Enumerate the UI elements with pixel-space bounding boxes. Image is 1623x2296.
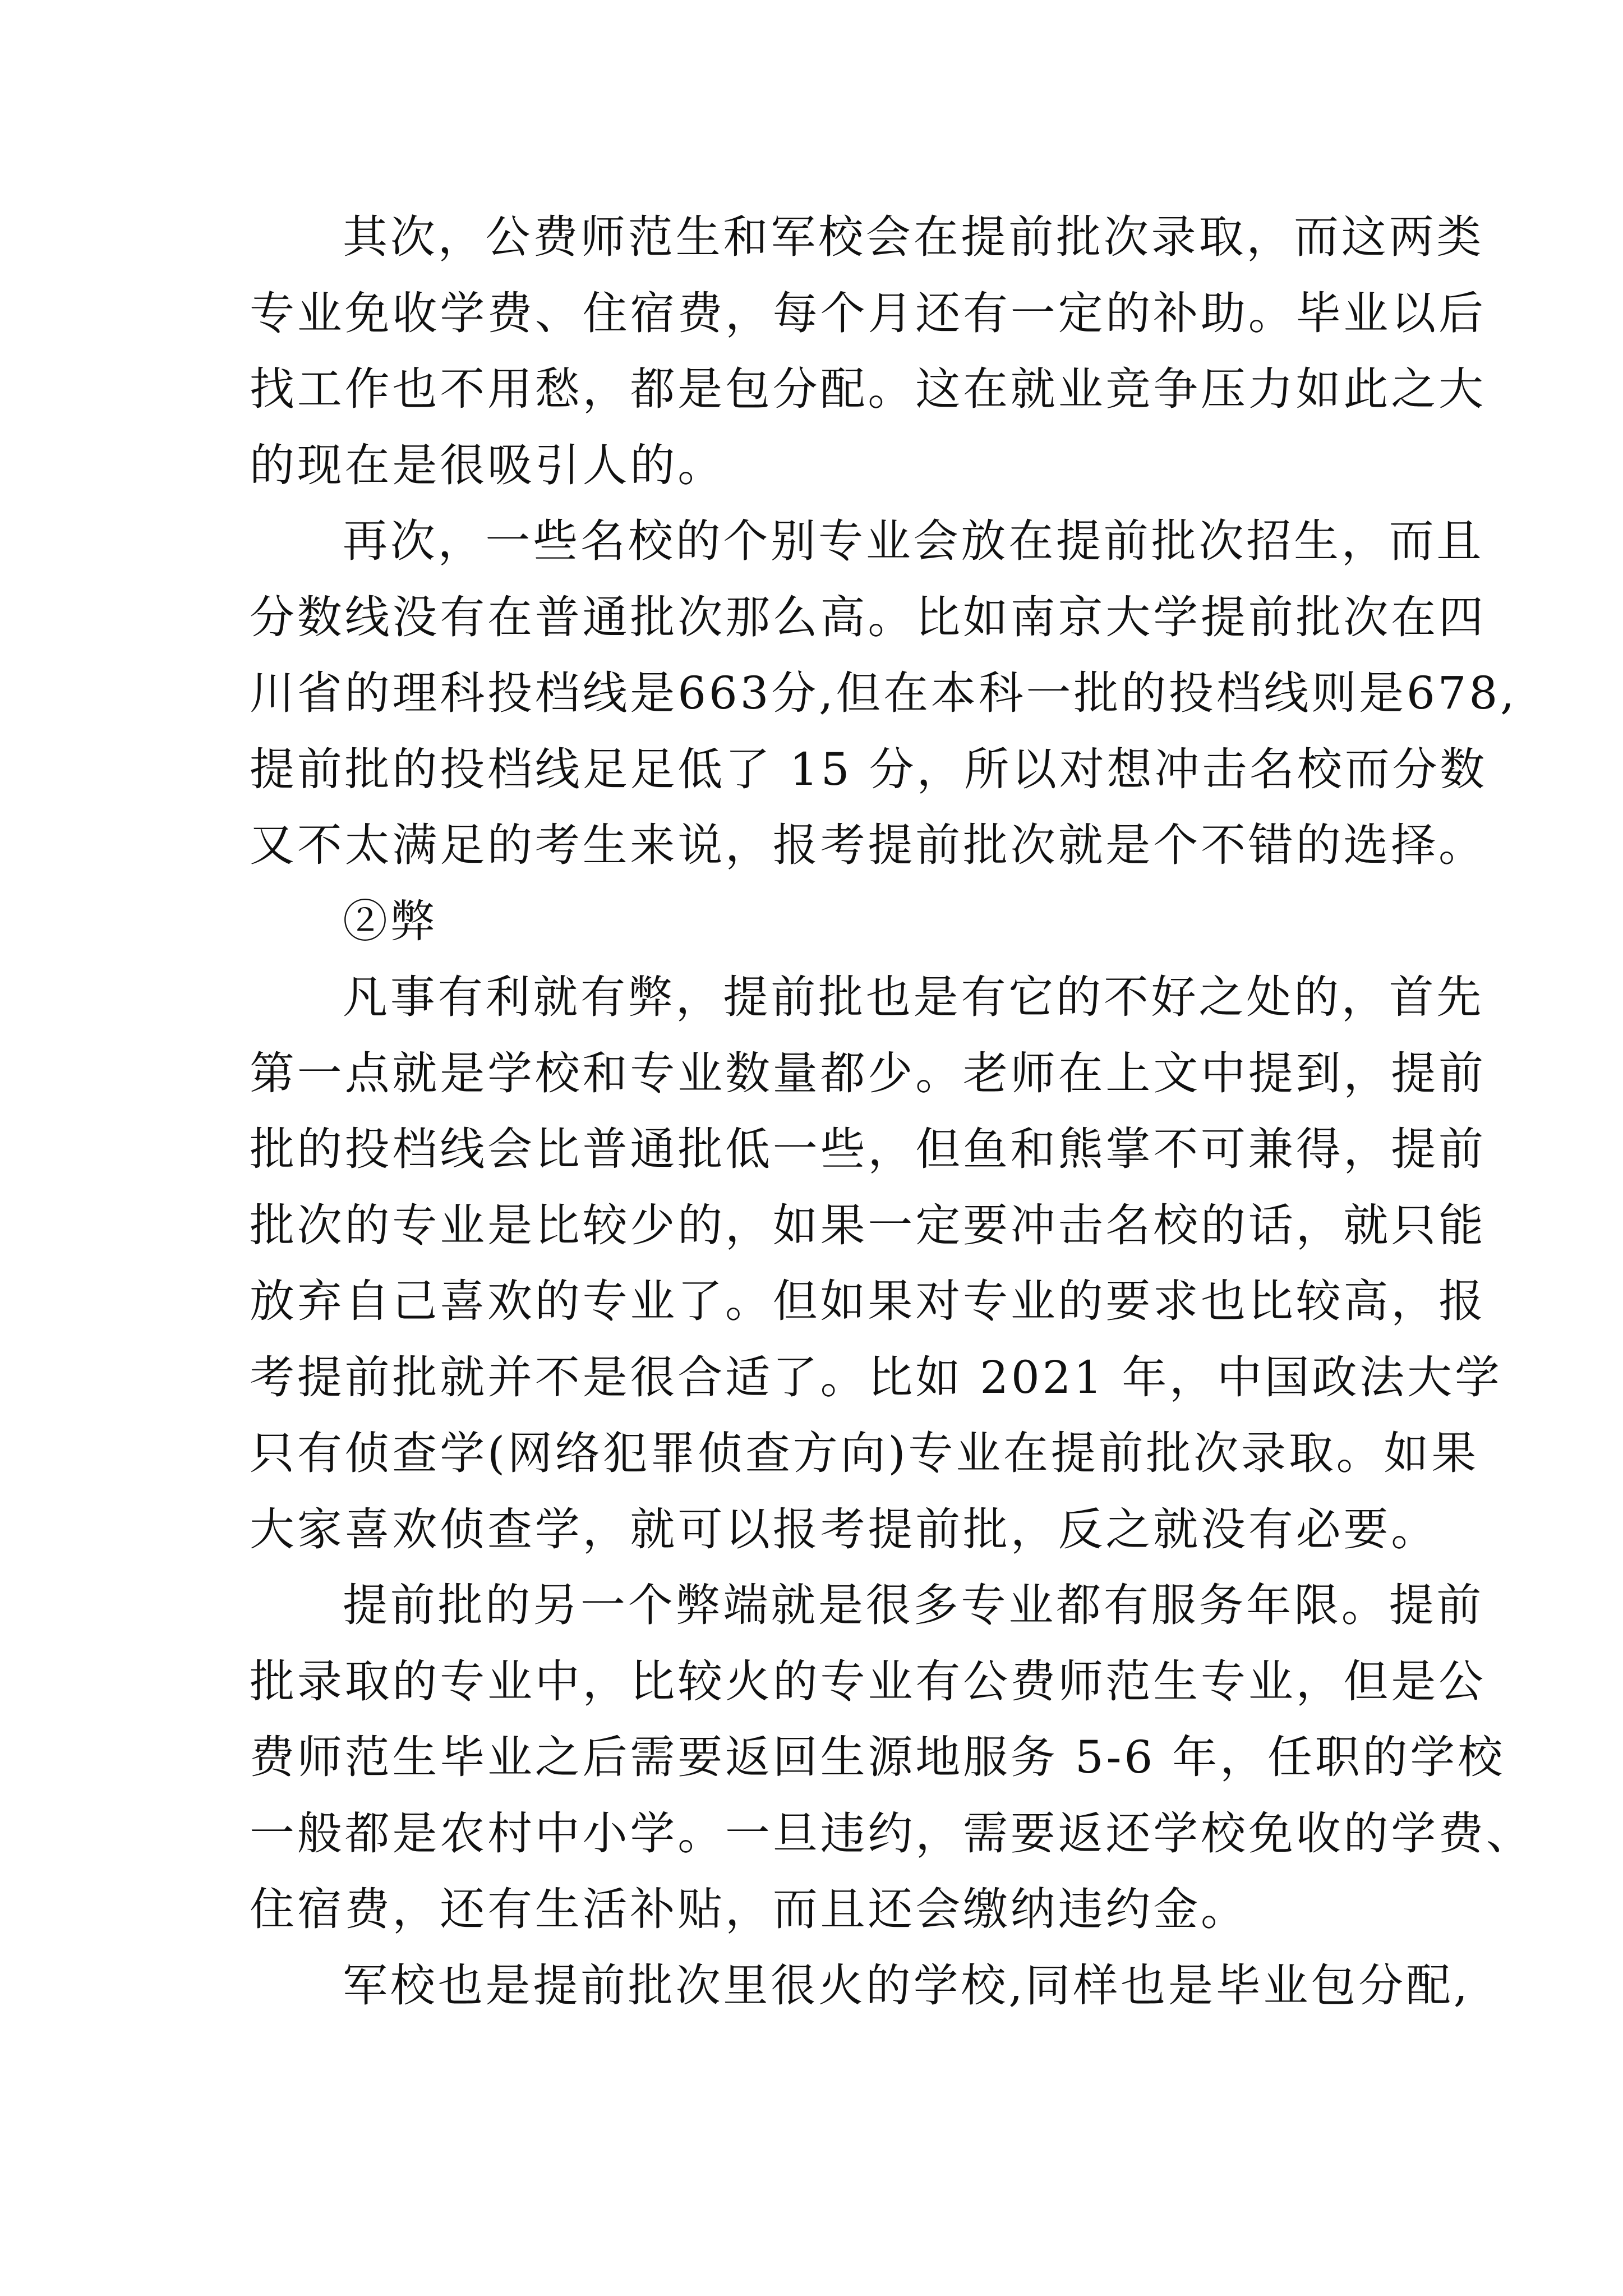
paragraph-line: 提前批的另一个弊端就是很多专业都有服务年限。提前: [343, 1579, 1484, 1631]
paragraph-line: 放弃自己喜欢的专业了。但如果对专业的要求也比较高，报: [250, 1275, 1486, 1327]
paragraph-line: 川省的理科投档线是663分,但在本科一批的投档线则是678,: [250, 667, 1518, 719]
paragraph-line: 军校也是提前批次里很火的学校,同样也是毕业包分配,: [343, 1959, 1470, 2012]
paragraph-line: 只有侦查学(网络犯罪侦查方向)专业在提前批次录取。如果: [250, 1427, 1479, 1479]
section-heading: ②弊: [343, 895, 438, 947]
paragraph-line: 专业免收学费、住宿费，每个月还有一定的补助。毕业以后: [250, 287, 1486, 339]
paragraph-line: 提前批的投档线足足低了 15 分，所以对想冲击名校而分数: [250, 743, 1488, 795]
paragraph-line: 一般都是农村中小学。一旦违约，需要返还学校免收的学费、: [250, 1807, 1534, 1860]
paragraph-line: 再次，一些名校的个别专业会放在提前批次招生，而且: [343, 515, 1484, 567]
paragraph-line: 批的投档线会比普通批低一些，但鱼和熊掌不可兼得，提前: [250, 1123, 1486, 1175]
paragraph-line: 住宿费，还有生活补贴，而且还会缴纳违约金。: [250, 1883, 1248, 1935]
paragraph-line: 批录取的专业中，比较火的专业有公费师范生专业，但是公: [250, 1655, 1486, 1708]
paragraph-line: 其次，公费师范生和军校会在提前批次录取，而这两类: [343, 211, 1484, 263]
paragraph-line: 批次的专业是比较少的，如果一定要冲击名校的话，就只能: [250, 1199, 1486, 1251]
paragraph-line: 找工作也不用愁，都是包分配。这在就业竞争压力如此之大: [250, 363, 1486, 415]
paragraph-line: 费师范生毕业之后需要返回生源地服务 5-6 年，任职的学校: [250, 1731, 1505, 1783]
paragraph-line: 第一点就是学校和专业数量都少。老师在上文中提到，提前: [250, 1047, 1486, 1099]
paragraph-line: 大家喜欢侦查学，就可以报考提前批，反之就没有必要。: [250, 1503, 1438, 1556]
paragraph-line: 的现在是很吸引人的。: [250, 439, 725, 491]
body-text: [250, 199, 1534, 2023]
paragraph-line: 凡事有利就有弊，提前批也是有它的不好之处的，首先: [343, 971, 1484, 1023]
paragraph-line: 分数线没有在普通批次那么高。比如南京大学提前批次在四: [250, 591, 1486, 643]
paragraph-line: 又不太满足的考生来说，报考提前批次就是个不错的选择。: [250, 819, 1486, 871]
paragraph-line: 考提前批就并不是很合适了。比如 2021 年，中国政法大学: [250, 1351, 1502, 1404]
